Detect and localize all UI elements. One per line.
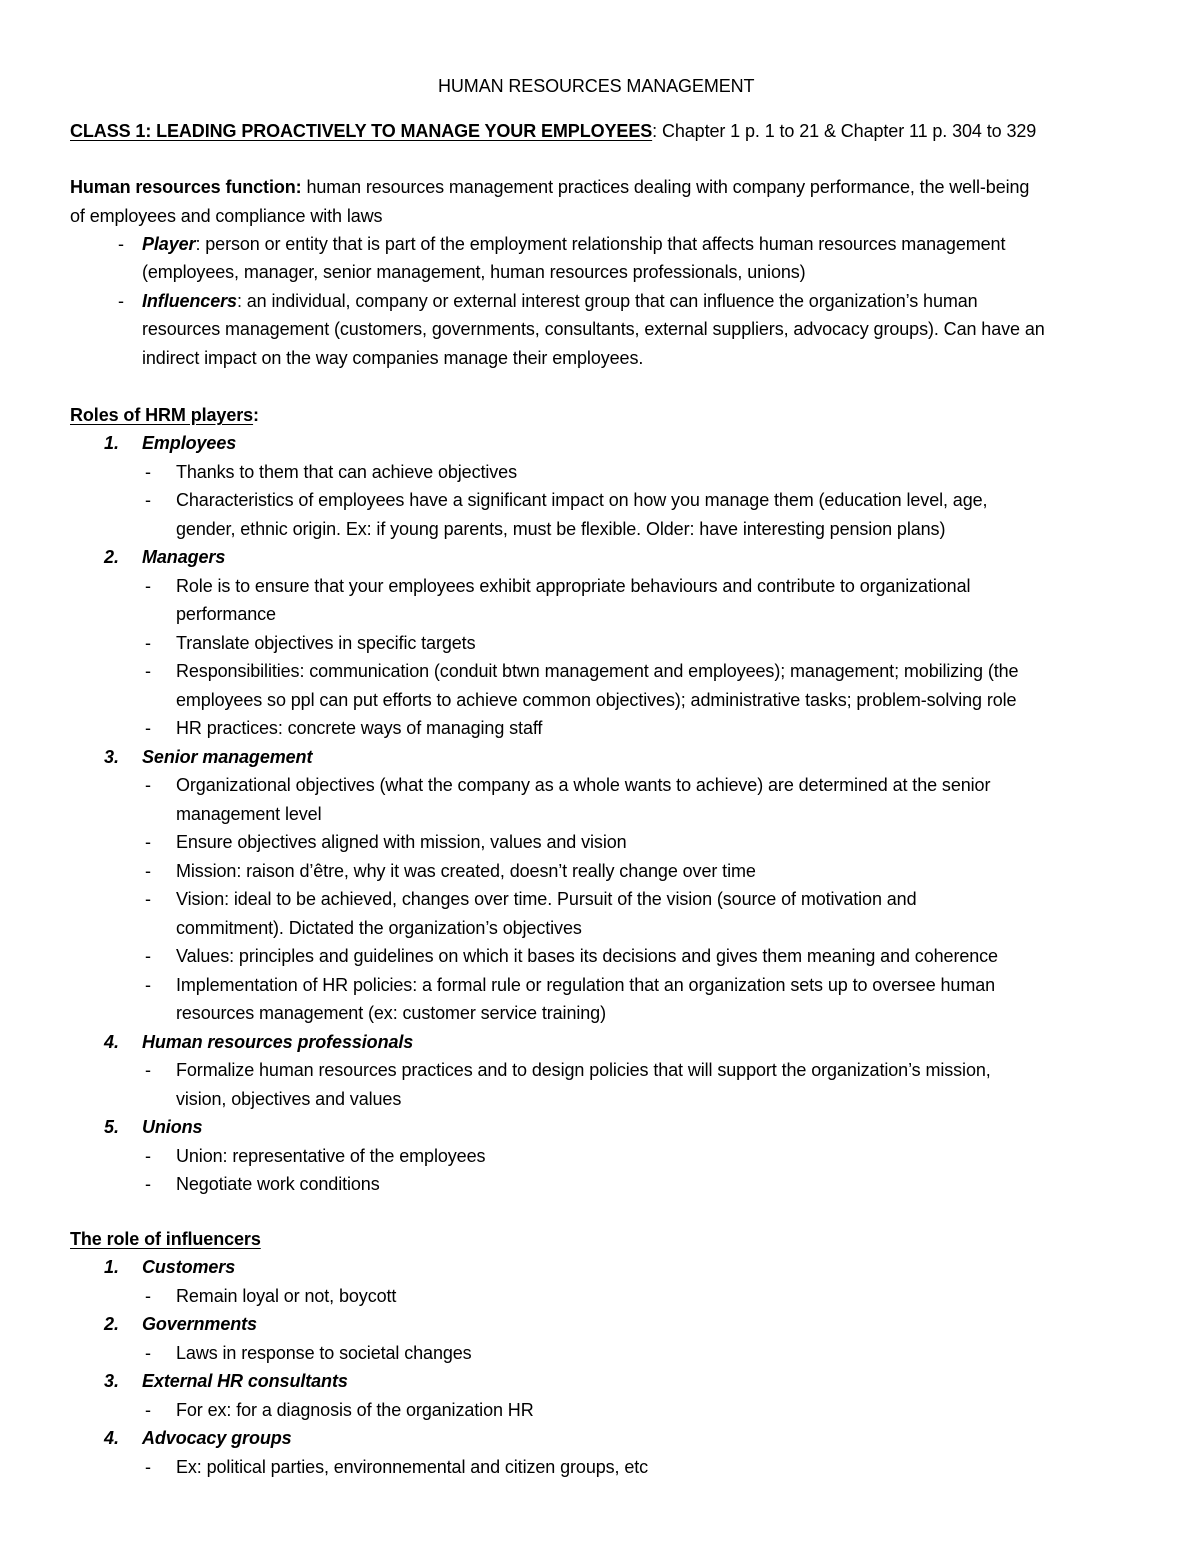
influencers-text-2: resources management (customers, governments, consultants, external suppliers, advocacy groups). Can have an [142,319,1045,339]
list-item-title: Governments [142,1314,257,1334]
list-item-line: Union: representative of the employees [176,1145,486,1166]
bullet-dash: - [145,1456,151,1477]
list-item-line: HR practices: concrete ways of managing staff [176,718,543,738]
bullet-dash: - [145,632,151,653]
list-item-line: Translate objectives in specific targets [176,632,476,653]
list-item-line: Ex: political parties, environnemental and citizen groups, etc [176,1456,649,1477]
list-item-line: vision, objectives and values [176,1088,402,1109]
list-item-line: Responsibilities: communication (conduit btwn management and employees); management; mobilizing (the [176,661,1019,681]
list-number: 1. [104,433,120,453]
list-item-line: Organizational objectives (what the company as a whole wants to achieve) are determined at the senior [176,775,991,795]
bullet-dash: - [145,775,151,795]
bullet-dash: - [145,946,151,966]
bullet-dash: - [145,1174,151,1194]
bullet-dash: - [145,575,151,596]
list-item-line: performance [176,604,276,624]
list-item-line: Mission: raison d’être, why it was created, doesn’t really change over time [176,860,756,881]
list-number: 3. [104,746,120,767]
list-item-title: Senior management [142,746,313,767]
list-number: 3. [104,1371,120,1391]
influencers-heading-text: The role of influencers [70,1229,261,1249]
roles-heading [70,404,259,426]
bullet-dash: - [145,718,151,738]
class-heading-label: CLASS 1: LEADING PROACTIVELY TO MANAGE YOUR EMPLOYEES [70,121,653,141]
bullet-dash: - [145,1342,151,1363]
list-item-title: Customers [142,1257,236,1277]
list-item-title: Managers [142,547,226,567]
list-item-line: Implementation of HR policies: a formal rule or regulation that an organization sets up to oversee human [176,974,996,995]
list-item-title: Unions [142,1117,203,1137]
list-item-title: Human resources professionals [142,1031,414,1052]
list-number: 4. [104,1428,120,1448]
list-item-line: Formalize human resources practices and to design policies that will support the organization’s mission, [176,1060,991,1080]
bullet-dash: - [118,291,124,311]
player-text-2: (employees, manager, senior management, human resources professionals, unions) [142,262,806,282]
influencers-heading [70,1228,261,1250]
bullet-dash: - [145,1145,151,1166]
hr-function-line-2: of employees and compliance with laws [70,206,383,226]
hr-function-text-1: human resources management practices dealing with company performance, the well-being [301,177,1030,197]
list-item-line: employees so ppl can put efforts to achieve common objectives); administrative tasks; problem-solving role [176,689,1017,710]
list-item-line: For ex: for a diagnosis of the organization HR [176,1399,534,1420]
class-heading [70,120,1036,142]
list-item-line: resources management (ex: customer service training) [176,1003,606,1023]
list-item-line: management level [176,803,322,824]
bullet-dash: - [145,461,151,482]
bullet-dash: - [145,490,151,510]
roles-heading-text: Roles of HRM players [70,405,254,425]
list-item-title: Advocacy groups [142,1428,292,1448]
list-item-line: commitment). Dictated the organization’s objectives [176,917,582,938]
bullet-dash: - [145,832,151,852]
list-item-line: gender, ethnic origin. Ex: if young parents, must be flexible. Older: have interesting pension plans) [176,518,946,539]
list-number: 2. [104,547,120,567]
list-number: 2. [104,1314,120,1334]
bullet-dash: - [145,1285,151,1306]
hr-function-term: Human resources function: [70,177,302,197]
list-item-line: Characteristics of employees have a significant impact on how you manage them (education level, age, [176,490,988,510]
bullet-dash: - [145,860,151,881]
list-item-line: Values: principles and guidelines on which it bases its decisions and gives them meaning and coherence [176,946,998,966]
influencers-text-3: indirect impact on the way companies manage their employees. [142,348,644,368]
list-item-title: External HR consultants [142,1371,348,1391]
bullet-dash: - [145,889,151,909]
bullet-dash: - [145,974,151,995]
influencers-definition [142,290,978,312]
roles-heading-colon: : [253,405,259,425]
bullet-dash: - [145,661,151,681]
player-term: Player [142,234,196,254]
page-title: HUMAN RESOURCES MANAGEMENT [438,76,755,96]
list-number: 4. [104,1031,120,1052]
class-heading-ref: : Chapter 1 p. 1 to 21 & Chapter 11 p. 304 to 329 [652,121,1037,141]
list-item-line: Role is to ensure that your employees exhibit appropriate behaviours and contribute to organizational [176,575,971,596]
bullet-dash: - [118,234,124,254]
list-item-line: Ensure objectives aligned with mission, values and vision [176,832,627,852]
list-item-line: Negotiate work conditions [176,1174,380,1194]
hr-function-line-1 [70,176,1029,198]
list-item-line: Thanks to them that can achieve objectives [176,461,517,482]
player-text-1: : person or entity that is part of the employment relationship that affects human resources management [195,234,1006,254]
bullet-dash: - [145,1060,151,1080]
list-number: 1. [104,1257,120,1277]
player-definition [142,233,1005,255]
list-item-title: Employees [142,433,237,453]
influencers-term: Influencers [142,291,237,311]
list-item-line: Laws in response to societal changes [176,1342,472,1363]
list-item-line: Vision: ideal to be achieved, changes over time. Pursuit of the vision (source of motivation and [176,889,917,909]
list-item-line: Remain loyal or not, boycott [176,1285,397,1306]
influencers-text-1: : an individual, company or external interest group that can influence the organization’s human [236,291,978,311]
bullet-dash: - [145,1399,151,1420]
list-number: 5. [104,1117,120,1137]
